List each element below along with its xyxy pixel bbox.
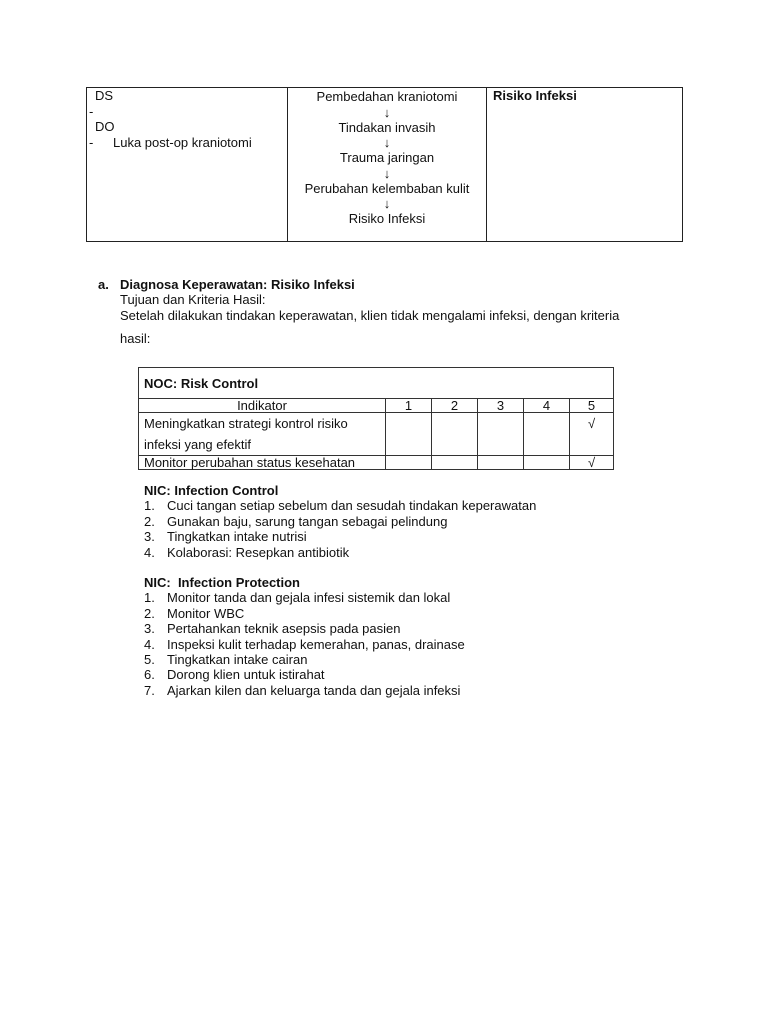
noc-indicator-line: infeksi yang efektif <box>144 437 251 452</box>
item-number: 3. <box>144 621 155 637</box>
do-dash: - <box>89 134 94 150</box>
list-item <box>144 652 704 667</box>
noc-scale-3: 3 <box>478 399 524 413</box>
nic-control-list <box>144 498 704 560</box>
list-item <box>144 606 704 621</box>
down-arrow-icon: ↓ <box>383 135 391 150</box>
item-number: 1. <box>144 590 155 606</box>
item-text: Gunakan baju, sarung tangan sebagai pelindung <box>167 513 448 529</box>
problem-column <box>487 88 683 242</box>
check-mark-icon: √ <box>570 456 614 470</box>
item-number: 2. <box>144 605 155 621</box>
nic-protection-title: NIC: Infection Protection <box>144 575 300 590</box>
list-item <box>144 667 704 682</box>
list-marker: a. <box>98 277 109 292</box>
etiology-column <box>288 88 487 242</box>
list-item <box>144 498 704 513</box>
noc-indicator-header: Indikator <box>139 399 386 413</box>
item-text: Pertahankan teknik asepsis pada pasien <box>167 621 401 637</box>
noc-cell <box>386 413 432 456</box>
list-item <box>144 529 704 544</box>
noc-cell <box>386 456 432 470</box>
nic-infection-control <box>144 483 704 560</box>
down-arrow-icon: ↓ <box>383 165 391 181</box>
item-number: 4. <box>144 544 155 560</box>
noc-cell <box>524 413 570 456</box>
item-text: Dorong klien untuk istirahat <box>167 667 325 683</box>
etiology-step: Tindakan invasih <box>338 119 436 135</box>
list-item <box>144 590 704 605</box>
do-item <box>89 135 287 151</box>
item-text: Ajarkan kilen dan keluarga tanda dan gejala infeksi <box>167 682 461 698</box>
noc-cell <box>478 413 524 456</box>
item-number: 7. <box>144 682 155 698</box>
goal-label: Tujuan dan Kriteria Hasil: <box>120 292 266 307</box>
data-column <box>87 88 288 242</box>
etiology-step: Risiko Infeksi <box>348 211 426 226</box>
item-number: 1. <box>144 498 155 514</box>
table-row <box>139 413 614 456</box>
noc-indicator: Monitor perubahan status kesehatan <box>139 456 386 470</box>
ds-item: - <box>89 103 94 119</box>
list-item <box>144 637 704 652</box>
item-number: 4. <box>144 636 155 652</box>
goal-text-cont: hasil: <box>120 331 151 346</box>
item-text: Kolaborasi: Resepkan antibiotik <box>167 544 350 560</box>
down-arrow-icon: ↓ <box>383 104 391 120</box>
item-number: 6. <box>144 667 155 683</box>
noc-title: NOC: Risk Control <box>139 368 614 399</box>
do-label: DO <box>95 119 115 134</box>
noc-cell <box>432 413 478 456</box>
item-text: Monitor tanda dan gejala infesi sistemik dan lokal <box>167 590 451 606</box>
item-text: Tingkatkan intake cairan <box>167 652 308 668</box>
noc-scale-4: 4 <box>524 399 570 413</box>
noc-indicator <box>139 413 386 456</box>
item-text: Inspeksi kulit terhadap kemerahan, panas, drainase <box>167 636 465 652</box>
list-item <box>144 545 704 560</box>
item-text: Tingkatkan intake nutrisi <box>167 529 307 545</box>
item-number: 2. <box>144 513 155 529</box>
item-text: Cuci tangan setiap sebelum dan sesudah tindakan keperawatan <box>167 498 537 514</box>
item-text: Monitor WBC <box>167 605 245 621</box>
nic-protection-list <box>144 590 704 698</box>
item-number: 3. <box>144 529 155 545</box>
list-item <box>144 621 704 636</box>
nic-infection-protection <box>144 575 704 698</box>
etiology-step: Trauma jaringan <box>339 150 435 165</box>
etiology-step: Perubahan kelembaban kulit <box>304 180 470 196</box>
analysis-table <box>86 87 683 242</box>
list-item <box>144 514 704 529</box>
ds-label: DS <box>95 88 114 103</box>
noc-table <box>138 367 614 470</box>
noc-scale-1: 1 <box>386 399 432 413</box>
down-arrow-icon: ↓ <box>383 196 391 211</box>
noc-cell <box>524 456 570 470</box>
nic-control-title: NIC: Infection Control <box>144 483 279 498</box>
noc-cell <box>478 456 524 470</box>
list-item <box>144 683 704 698</box>
do-item-text: Luka post-op kraniotomi <box>113 134 252 150</box>
noc-cell <box>432 456 478 470</box>
noc-scale-5: 5 <box>570 399 614 413</box>
noc-scale-2: 2 <box>432 399 478 413</box>
check-mark-icon: √ <box>570 413 614 456</box>
problem-label: Risiko Infeksi <box>493 88 577 103</box>
item-number: 5. <box>144 652 155 668</box>
goal-text: Setelah dilakukan tindakan keperawatan, klien tidak mengalami infeksi, dengan kriteria <box>120 308 620 323</box>
noc-indicator-line: Meningkatkan strategi kontrol risiko <box>144 416 348 431</box>
diagnosis-heading: Diagnosa Keperawatan: Risiko Infeksi <box>120 277 355 292</box>
table-row <box>139 456 614 470</box>
etiology-step: Pembedahan kraniotomi <box>316 89 458 104</box>
